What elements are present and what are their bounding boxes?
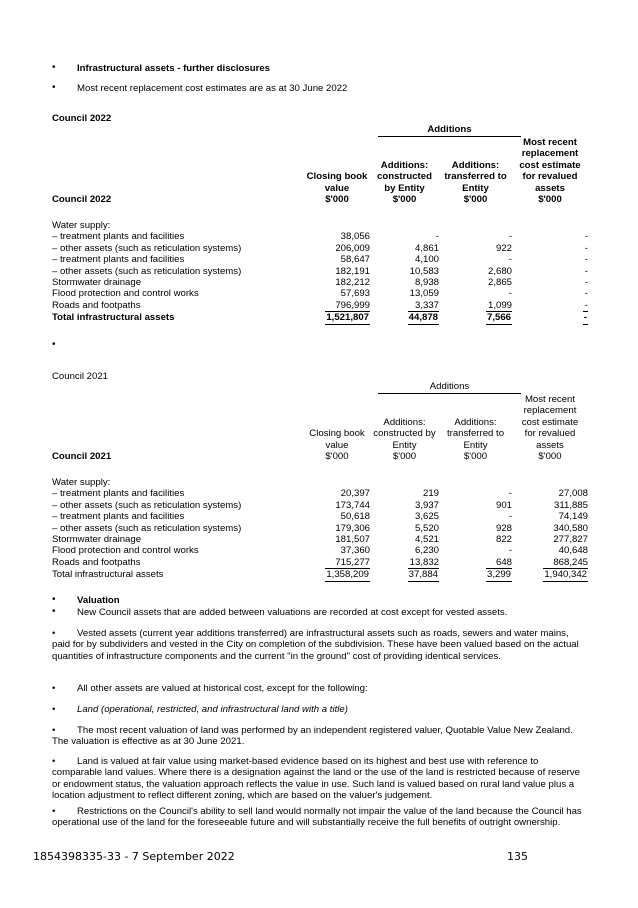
- section-label: Water supply:: [52, 220, 111, 231]
- table-row: – other assets (such as reticulation systems) 182,191 10,583 2,680 -: [52, 265, 588, 277]
- table-2022-additions-header: Additions: [427, 124, 472, 135]
- bullet-icon: •: [52, 82, 56, 93]
- table-2021-row-header: Council 2021: [52, 451, 112, 463]
- table-row: Flood protection and control works 57,693 13,059 - -: [52, 288, 588, 300]
- table-row: – other assets (such as reticulation systems) 206,009 4,861 922 -: [52, 242, 588, 254]
- heading-infrastructural-assets: Infrastructural assets - further disclosures: [77, 63, 271, 74]
- table-row: Stormwater drainage 181,507 4,521 822 277,827: [52, 534, 588, 546]
- col-replacement-cost: Most recent replacement cost estimate for revalued assets $'000: [519, 137, 581, 206]
- col-additions-transferred: Additions: transferred to Entity $'000: [444, 159, 507, 206]
- table-2021-header: [52, 394, 588, 462]
- paragraph-land-fair-value: • Land is valued at fair value using market-based evidence based on its highest and best use with reference to comparable land values. Where there is a designation against the land or the use of the land is restricted because of reserve or endowment status, the valuation approach reflects the value in use. Such land is valued based on rural land value plus a location adjustment to reflect different zoning, which are based on the valuer's judgement.: [52, 756, 580, 802]
- col-additions-transferred: Additions: transferred to Entity $'000: [446, 416, 505, 463]
- col-additions-constructed: Additions: constructed by Entity $'000: [373, 416, 436, 463]
- table-row: Stormwater drainage 182,212 8,938 2,865 -: [52, 277, 588, 289]
- table-2022-row-header: Council 2022: [52, 194, 112, 206]
- table-2021-additions-header: Additions: [429, 381, 470, 392]
- paragraph-historical-cost: • All other assets are valued at historical cost, except for the following:: [52, 683, 368, 694]
- table-2021-body: [52, 477, 588, 582]
- table-row: – treatment plants and facilities 20,397 219 - 27,008: [52, 488, 588, 500]
- table-2022-body: [52, 220, 588, 325]
- bullet-icon: •: [52, 62, 56, 73]
- paragraph-land-category: • Land (operational, restricted, and infrastructural land with a title): [52, 704, 348, 715]
- total-row: Total infrastructural assets 1,521,807 44,878 7,566 -: [52, 312, 587, 324]
- section-label: Water supply:: [52, 477, 111, 488]
- bullet-icon: •: [52, 339, 56, 350]
- col-replacement-cost: Most recent replacement cost estimate for revalued assets $'000: [521, 394, 579, 463]
- table-row: – other assets (such as reticulation systems) 179,306 5,520 928 340,580: [52, 522, 588, 534]
- replacement-cost-note: Most recent replacement cost estimates are as at 30 June 2022: [77, 83, 348, 94]
- table-2021-caption: Council 2021: [52, 371, 109, 382]
- page-number: 135: [507, 850, 528, 863]
- table-2022-header: [52, 137, 588, 205]
- bullet-icon: •: [52, 606, 56, 617]
- paragraph-vested-assets: • Vested assets (current year additions transferred) are infrastructural assets such as roads, sewers and water mains, paid for by subdividers and vested in the City on completion of the subdivision. These have been valued based on the actual quantities of infrastructure components and the current "in the ground" cost of providing identical services.: [52, 628, 579, 662]
- table-2022-caption: Council 2022: [52, 113, 112, 124]
- table-row: Roads and footpaths 796,999 3,337 1,099 -: [52, 299, 588, 311]
- paragraph-land-restrictions: • Restrictions on the Council's ability to sell land would normally not impair the value of the land because the Council has operational use of the land for the foreseeable future and will substantially receive the full benefits of outright ownership.: [52, 806, 582, 829]
- table-row: – treatment plants and facilities 58,647 4,100 - -: [52, 254, 588, 266]
- valuation-bullet-new-assets: New Council assets that are added between valuations are recorded at cost except for vested assets.: [77, 607, 508, 618]
- valuation-heading: Valuation: [77, 595, 120, 606]
- col-closing-book-value: Closing book value $'000: [309, 428, 365, 463]
- footer-document-id: 1854398335-33 - 7 September 2022: [33, 850, 235, 863]
- bullet-icon: •: [52, 594, 56, 605]
- paragraph-land-valuation: • The most recent valuation of land was performed by an independent registered valuer, Quotable Value New Zealand. The valuation is effective as at 30 June 2021.: [52, 725, 573, 748]
- table-row: – treatment plants and facilities 50,618 3,625 - 74,149: [52, 511, 588, 523]
- col-closing-book-value: Closing book value $'000: [306, 171, 368, 206]
- table-row: Flood protection and control works 37,360 6,230 - 40,648: [52, 545, 588, 557]
- total-row: Total infrastructural assets 1,358,209 37,884 3,299 1,940,342: [52, 569, 587, 581]
- col-additions-constructed: Additions: constructed by Entity $'000: [377, 159, 432, 206]
- table-row: – other assets (such as reticulation systems) 173,744 3,937 901 311,885: [52, 499, 588, 511]
- table-row: – treatment plants and facilities 38,056 - - -: [52, 231, 588, 243]
- table-row: Roads and footpaths 715,277 13,832 648 868,245: [52, 556, 588, 568]
